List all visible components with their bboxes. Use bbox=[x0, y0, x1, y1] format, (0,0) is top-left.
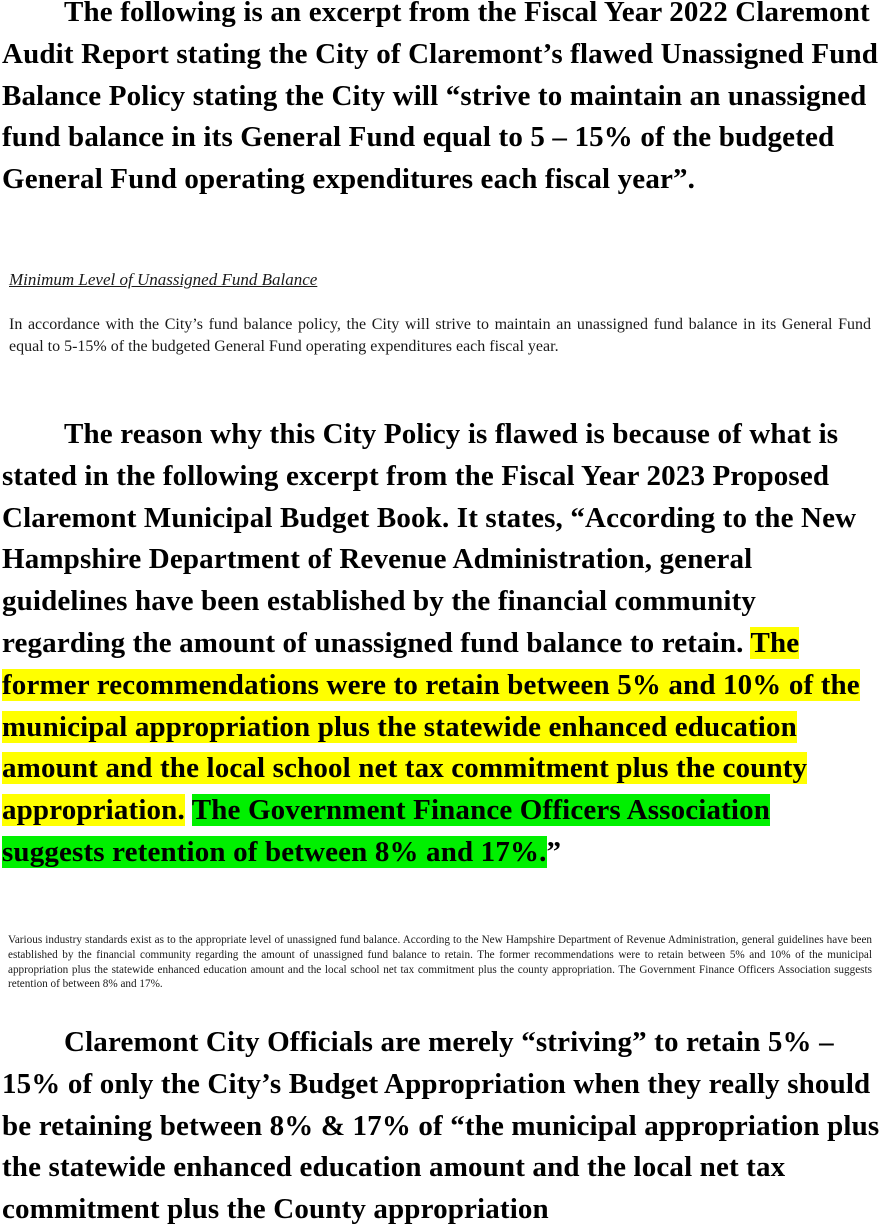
intro-paragraph bbox=[0, 0, 880, 201]
conclusion-paragraph bbox=[0, 1022, 880, 1231]
reason-paragraph bbox=[0, 414, 880, 874]
excerpt-body: In accordance with the City’s fund balance policy, the City will strive to maintain an unassigned fund balance in its General Fund equal to 5-15% of the budgeted General Fund operating expenditures each fiscal year. bbox=[9, 316, 871, 355]
conclusion-text: Claremont City Officials are merely “striving” to retain 5% – 15% of only the City’s Budget Appropriation when they really should be retaining between 8% & 17% of “the municipal appropriation plus the statewide enhanced education amount and the local net tax commitment plus the County appropriation bbox=[2, 1026, 880, 1226]
reason-text: The reason why this City Policy is flawed is because of what is stated in the following excerpt from the Fiscal Year 2023 Proposed Claremont Municipal Budget Book. It states, “According to the New Hampshire Department of Revenue Administration, general guidelines have been established by the financial community regarding the amount of unassigned fund balance to retain. bbox=[2, 418, 857, 659]
closing-quote: ” bbox=[546, 835, 562, 868]
yellow-highlight: The former recommendations were to retain between 5% and 10% of the municipal appropriation plus the statewide enhanced education amount and the local school net tax commitment plus the county appropriation. bbox=[2, 626, 860, 827]
budget-book-excerpt: Various industry standards exist as to the appropriate level of unassigned fund balance. According to the New Hampshire Department of Revenue Administration, general guidelines have been established by the financial community regarding the amount of unassigned fund balance to retain. The former recommendations were to retain between 5% and 10% of the municipal appropriation plus the statewide enhanced education amount and the local school net tax commitment plus the county appropriation. The Government Finance Officers Association suggests retention of between 8% and 17%. bbox=[8, 934, 872, 991]
audit-report-excerpt bbox=[9, 268, 871, 358]
excerpt-heading: Minimum Level of Unassigned Fund Balance bbox=[9, 270, 318, 289]
intro-text: The following is an excerpt from the Fiscal Year 2022 Claremont Audit Report stating the City of Claremont’s flawed Unassigned Fund Balance Policy stating the City will “strive to maintain an unassigned fund balance in its General Fund equal to 5 – 15% of the budgeted General Fund operating expenditures each fiscal year”. bbox=[2, 0, 879, 196]
green-highlight: The Government Finance Officers Association suggests retention of between 8% and 17%. bbox=[2, 794, 771, 868]
